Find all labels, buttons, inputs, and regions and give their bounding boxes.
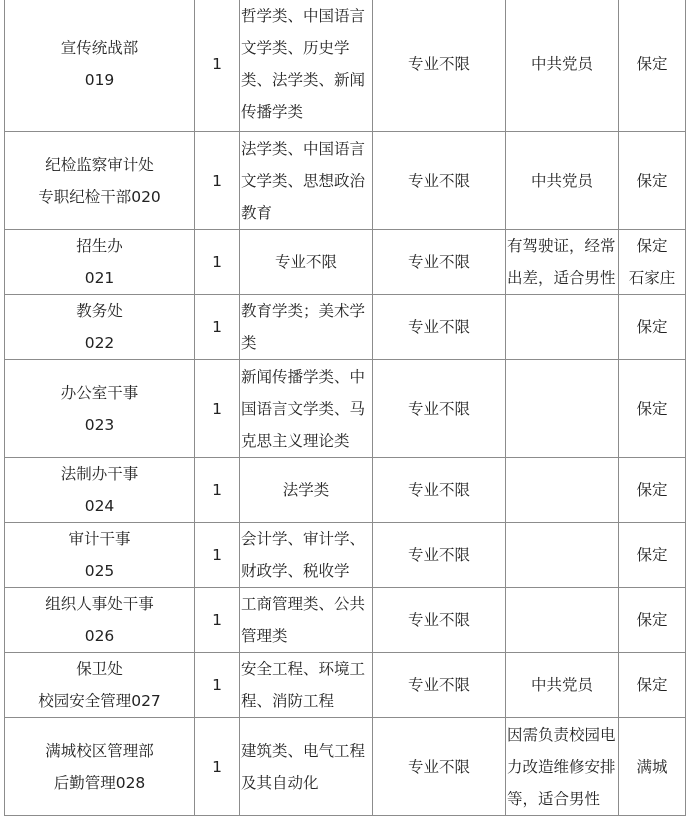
req-cell — [506, 653, 619, 718]
req-cell — [506, 360, 619, 458]
dept-cell-line: 019 — [84, 71, 115, 89]
loc-cell — [619, 230, 686, 295]
dept-cell — [5, 523, 195, 588]
count-cell: 1 — [195, 523, 240, 588]
req-cell — [506, 230, 619, 295]
dept-cell-line: 招生办 — [76, 237, 123, 255]
loc-cell — [619, 653, 686, 718]
count-cell: 1 — [195, 0, 240, 132]
edu-cell: 专业不限 — [373, 588, 506, 653]
count-cell: 1 — [195, 360, 240, 458]
dept-cell-line: 教务处 — [76, 302, 123, 320]
edu-cell: 专业不限 — [373, 718, 506, 816]
req-cell — [506, 523, 619, 588]
major-cell — [240, 230, 373, 295]
major-cell-line: 法学类、中国语言 — [241, 139, 366, 158]
major-cell-line: 建筑类、电气工程 — [241, 741, 366, 760]
major-cell-line: 专业不限 — [274, 253, 337, 271]
major-cell-line: 安全工程、环境工 — [241, 660, 366, 678]
loc-cell — [619, 295, 686, 360]
dept-cell — [5, 230, 195, 295]
major-cell-line: 克思主义理论类 — [241, 431, 350, 450]
dept-cell — [5, 0, 195, 132]
dept-cell-line: 025 — [84, 562, 115, 580]
loc-cell-line: 满城 — [636, 757, 668, 776]
req-cell-line: 中共党员 — [530, 676, 593, 694]
dept-cell-line: 审计干事 — [68, 530, 131, 548]
dept-cell-line: 法制办干事 — [60, 465, 139, 483]
major-cell-line: 传播学类 — [241, 103, 304, 121]
dept-cell-line: 宣传统战部 — [60, 39, 139, 57]
table-row — [5, 458, 686, 523]
major-cell-line: 新闻传播学类、中 — [241, 367, 366, 386]
table-row — [5, 523, 686, 588]
edu-cell: 专业不限 — [373, 0, 506, 132]
table-row — [5, 295, 686, 360]
table-row — [5, 132, 686, 230]
major-cell-line: 工商管理类、公共 — [241, 595, 366, 613]
major-cell — [240, 295, 373, 360]
table-row — [5, 588, 686, 653]
dept-cell — [5, 360, 195, 458]
loc-cell — [619, 588, 686, 653]
req-cell — [506, 295, 619, 360]
loc-cell-line: 保定 — [636, 676, 668, 694]
major-cell — [240, 588, 373, 653]
dept-cell-line: 026 — [84, 627, 115, 645]
major-cell-line: 类、法学类、新闻 — [241, 71, 366, 89]
edu-cell: 专业不限 — [373, 230, 506, 295]
dept-cell-line: 024 — [84, 497, 115, 515]
count-cell: 1 — [195, 458, 240, 523]
dept-cell-line: 纪检监察审计处 — [45, 155, 154, 174]
job-table — [4, 0, 686, 816]
dept-cell-line: 保卫处 — [76, 660, 123, 678]
count-cell: 1 — [195, 230, 240, 295]
edu-cell: 专业不限 — [373, 653, 506, 718]
req-cell — [506, 458, 619, 523]
req-cell-line: 中共党员 — [530, 171, 593, 190]
req-cell-line: 中共党员 — [530, 55, 593, 73]
req-cell-line: 等，适合男性 — [507, 789, 601, 808]
table-row — [5, 0, 686, 132]
dept-cell-line: 组织人事处干事 — [45, 595, 154, 613]
edu-cell: 专业不限 — [373, 132, 506, 230]
dept-cell — [5, 295, 195, 360]
table-row — [5, 360, 686, 458]
major-cell — [240, 132, 373, 230]
loc-cell-line: 保定 — [636, 55, 668, 73]
dept-cell-line: 专职纪检干部020 — [38, 187, 161, 206]
loc-cell — [619, 360, 686, 458]
major-cell-line: 哲学类、中国语言 — [241, 7, 366, 25]
dept-cell-line: 023 — [84, 415, 115, 434]
major-cell-line: 程、消防工程 — [241, 692, 335, 710]
loc-cell-line: 保定 — [636, 481, 668, 499]
major-cell-line: 类 — [241, 334, 257, 352]
major-cell-line: 法学类 — [282, 481, 330, 499]
loc-cell-line: 保定 — [636, 171, 668, 190]
loc-cell — [619, 718, 686, 816]
loc-cell-line: 保定 — [636, 611, 668, 629]
dept-cell-line: 后勤管理028 — [53, 773, 146, 792]
dept-cell-line: 办公室干事 — [60, 383, 139, 402]
req-cell-line: 出差，适合男性 — [507, 269, 616, 287]
dept-cell-line: 满城校区管理部 — [45, 741, 154, 760]
loc-cell-line: 保定 — [636, 237, 668, 255]
major-cell-line: 财政学、税收学 — [241, 562, 350, 580]
edu-cell: 专业不限 — [373, 295, 506, 360]
major-cell — [240, 0, 373, 132]
major-cell — [240, 523, 373, 588]
dept-cell-line: 021 — [84, 269, 115, 287]
table-row — [5, 653, 686, 718]
count-cell: 1 — [195, 653, 240, 718]
count-cell: 1 — [195, 718, 240, 816]
dept-cell — [5, 588, 195, 653]
major-cell-line: 教育学类；美术学 — [241, 302, 366, 320]
major-cell — [240, 360, 373, 458]
loc-cell-line: 保定 — [636, 318, 668, 336]
req-cell — [506, 718, 619, 816]
count-cell: 1 — [195, 132, 240, 230]
edu-cell: 专业不限 — [373, 523, 506, 588]
major-cell-line: 管理类 — [241, 627, 288, 645]
dept-cell — [5, 132, 195, 230]
req-cell-line: 有驾驶证，经常 — [507, 237, 616, 255]
loc-cell-line: 保定 — [636, 399, 668, 418]
loc-cell — [619, 0, 686, 132]
job-table-body — [5, 0, 686, 816]
edu-cell: 专业不限 — [373, 458, 506, 523]
count-cell: 1 — [195, 295, 240, 360]
major-cell — [240, 718, 373, 816]
major-cell — [240, 458, 373, 523]
req-cell — [506, 588, 619, 653]
major-cell-line: 教育 — [241, 203, 273, 222]
table-row — [5, 230, 686, 295]
loc-cell — [619, 458, 686, 523]
req-cell-line: 力改造维修安排 — [507, 757, 616, 776]
loc-cell — [619, 132, 686, 230]
major-cell-line: 文学类、历史学 — [241, 39, 350, 57]
count-cell: 1 — [195, 588, 240, 653]
req-cell — [506, 0, 619, 132]
major-cell-line: 会计学、审计学、 — [241, 530, 366, 548]
edu-cell: 专业不限 — [373, 360, 506, 458]
major-cell-line: 及其自动化 — [241, 773, 319, 792]
major-cell-line: 文学类、思想政治 — [241, 171, 366, 190]
loc-cell-line: 保定 — [636, 546, 668, 564]
loc-cell-line: 石家庄 — [628, 269, 676, 287]
req-cell-line: 因需负责校园电 — [507, 725, 616, 744]
req-cell — [506, 132, 619, 230]
dept-cell — [5, 458, 195, 523]
dept-cell — [5, 653, 195, 718]
major-cell-line: 国语言文学类、马 — [241, 399, 366, 418]
loc-cell — [619, 523, 686, 588]
table-row — [5, 718, 686, 816]
dept-cell-line: 022 — [84, 334, 115, 352]
dept-cell — [5, 718, 195, 816]
dept-cell-line: 校园安全管理027 — [38, 692, 161, 710]
major-cell — [240, 653, 373, 718]
